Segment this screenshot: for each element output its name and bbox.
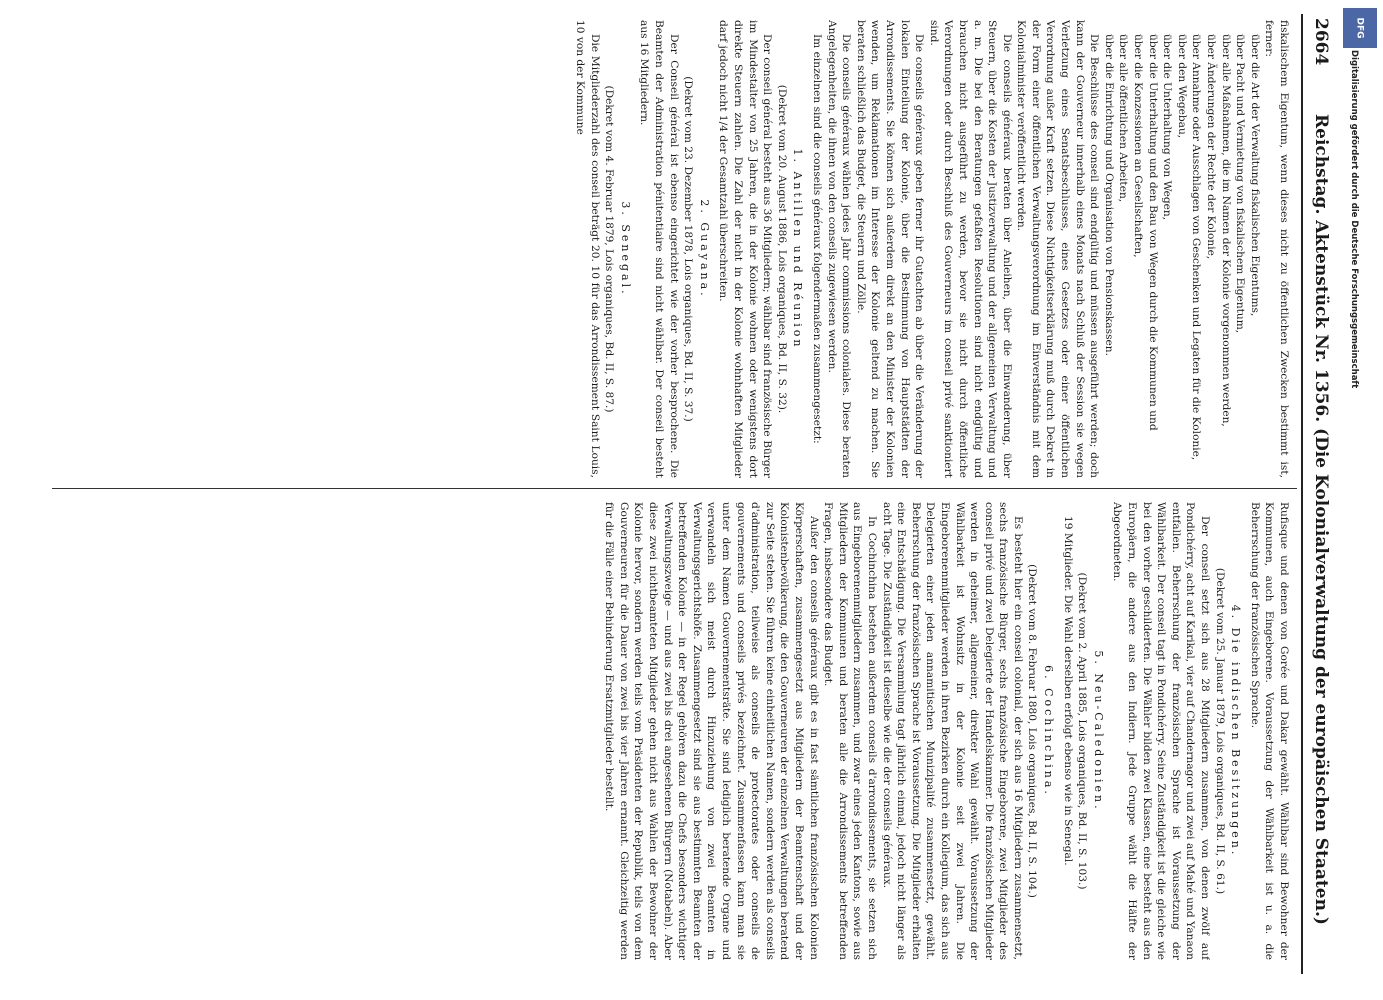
list-item: über Annahme oder Ausschlagen von Geschenken und Legaten für die Kolonie,: [1190, 34, 1203, 461]
column-divider: [52, 488, 1297, 489]
page-number: 2664: [1311, 18, 1331, 66]
list-item: über alle Maßnahmen, die im Namen der Kolonie vorgenommen werden,: [1219, 34, 1232, 427]
list-item: über Pacht und Vermietung von fiskalischem Eigentum,: [1234, 34, 1247, 334]
list-item: über den Wegebau,: [1175, 34, 1188, 139]
paragraph: fiskalischem Eigentum, wenn dieses nicht zu öffentlichen Zwecken bestimmt ist, ferner:: [1263, 20, 1290, 478]
list-item: über Änderungen der Rechte der Kolonie,: [1205, 34, 1218, 260]
decree-reference: (Dekret vom 23. Dezember 1878, Lois organiques, Bd. II, S. 37.): [682, 76, 695, 422]
paragraph: Der Conseil général ist ebenso eingerichtet wie der vorher besprochene. Die Beamten der Administration pénitentiaire sind nicht wählbar. Der conseil besteht aus 16 Mitgliedern.: [638, 20, 680, 478]
page-header: [1301, 14, 1337, 974]
paragraph: Die conseils généraux wählen jedes Jahr commissions coloniales. Diese beraten Angelegenheiten, die ihnen von den conseils zugewiesen werden.: [825, 20, 853, 478]
list-item: über die Unterhaltung und den Bau von Wegen durch die Kommunen und: [1146, 34, 1159, 431]
digitization-credit: Digitalisierung gefördert durch die Deutsche Forschungsgemeinschaft: [1349, 50, 1359, 389]
paragraph: In Cochinchina bestehen außerdem conseils d'arrondissements, sie setzen sich aus Eingeborenenmitgliedern zusammen, und zwar eines jeden Kantons, sowie aus Mitgliedern der Kommunen und beraten alle die Arrondissements betreffenden Fragen, insbesondere das Budget.: [822, 502, 878, 960]
paragraph: Die conseils généraux geben ferner ihr Gutachten ab über die Veränderung der lokalen Einteilung der Kolonie, über die Bestimmung von Hauptstädten der Arrondissements. Sie können sich außerdem direkt an den Minister der Kolonien wenden, um Reklamationen im Interesse der Kolonie geltend zu machen. Sie beraten schließlich das Budget, die Steuern und Zölle.: [854, 20, 926, 478]
paragraph: Im einzelnen sind die conseils généraux folgendermaßen zusammengesetzt:: [811, 34, 823, 444]
paragraph: Der conseil général besteht aus 36 Mitgliedern; wählbar sind französische Bürger im Mindestalter von 25 Jahren, die in der Kolonie wohnen oder wenigstens dort direkte Steuern zahlen. Die Zahl der nicht in der Kolonie wohnhaften Mitglieder darf jedoch nicht 1/4 der Gesamtzahl überschreiten.: [717, 20, 774, 478]
paragraph: Die conseils généraux beraten über Anleihen, über die Einwanderung, über Steuern, über die Kosten der Justizverwaltung und der allgemeinen Verwaltung und a. m. Die bei den Beratungen gefaßten Resolutionen sind nicht endgültig und brauchen nicht ausgeführt zu werden, bevor sie nicht durch öffentliche Verordnungen oder durch Beschluß des Gouverneurs im conseil privé sanktioniert sind.: [927, 20, 1013, 478]
paragraph: 19 Mitglieder. Die Wahl derselben erfolgt ebenso wie in Senegal.: [1061, 516, 1074, 866]
decree-reference: (Dekret vom 8. Februar 1880, Lois organiques, Bd. II, S. 104.): [1026, 564, 1039, 898]
decree-reference: (Dekret vom 25. Januar 1879, Lois organiques, Bd. II, S. 61.): [1213, 567, 1226, 895]
paragraph: Der conseil setzt sich aus 28 Mitgliedern zusammen, von denen zwölf auf Pondichérry, acht auf Karikal, vier auf Chandernagor und zwei auf Mahé und Yanaon entfallen. Beherrschung der französischen Sprache ist Voraussetzung der Wählbarkeit. Der conseil tagt in Pondichérry. Seine Zuständigkeit ist die gleiche wie bei den vorher geschilderten. Die Wähler bilden zwei Klassen, eine besteht aus den Europäern, die andere aus den Indiern. Jede Gruppe wählt die Hälfte der Abgeordneten.: [1111, 502, 1212, 960]
list-item: über die Konzessionen an Gesellschaften,: [1132, 34, 1145, 258]
paragraph: Außer den conseils généraux gibt es in fast sämtlichen französischen Kolonien Körperschaften, zusammengesetzt aus Mitgliedern der Beamtenschaft und der Kolonistenbevölkerung, die den Gouverneuren der einzelnen Verwaltungen beratend zur Seite stehen. Sie führen keine einheitlichen Namen, sondern werden als conseils d'administration, teilweise als conseils de protectorates oder conseils de gouvernements und conseils privés bezeichnet. Zusammenfassen kann man sie unter dem Namen Gouvernementsräte. Sie sind lediglich beratende Organe und verwandeln sich meist durch Hinzuziehung von zwei Beamten in Verwaltungsgerichtshöfe. Zusammengesetzt sind sie aus bestimmten Beamten der betreffenden Kolonie — in der Regel gehören dazu die Chefs besonders wichtiger Verwaltungszweige — und aus zwei bis drei angesehenen Bürgern (Notabeln). Aber diese zwei nichtbeamteten Mitglieder gehen nicht aus Wahlen der Bewohner der Kolonie hervor, sondern werden teils vom Präsidenten der Republik, teils von dem Gouverneuren für die Dauer von zwei bis vier Jahren ernannt. Gleichzeitig werden für die Fälle einer Behinderung Ersatzmitglieder bestellt.: [603, 502, 820, 960]
section-heading: 3. Senegal.: [618, 201, 632, 297]
paragraph: Die Beschlüsse des conseil sind endgültig und müssen ausgeführt werden; doch kann der Gouverneur innerhalb eines Monats nach Schluß der Session sie wegen Verletzung eines Senatsbeschlusses, eines Gesetzes oder einer öffentlichen Verordnung außer Kraft setzen. Diese Nichtigkeitserklärung muß durch Dekret in der Form einer öffentlichen Verwaltungsverordnung im Einverständnis mit dem Kolonialminister veröffentlicht werden.: [1015, 20, 1101, 478]
rotated-page: [47, 14, 1337, 974]
list-item: über alle öffentlichen Arbeiten,: [1117, 34, 1130, 203]
section-heading: 2. Guayana.: [697, 199, 711, 299]
paragraph: Es besteht hier ein conseil colonial, der sich aus 16 Mitgliedern zusammensetzt, sechs französische Bürger, sechs französische Eingeborene, zwei Mitglieder des conseil privé und zwei Delegierte der Handelskammer. Die französischen Mitglieder werden in geheimer, allgemeiner, direkter Wahl gewählt. Voraussetzung der Wählbarkeit ist Wohnsitz in der Kolonie seit zwei Jahren. Die Eingeborenenmitglieder werden in ihren Bezirken durch ein Kollegium, das sich aus Delegierten einer jeden annamitischen Munizipalité zusammensetzt, gewählt. Beherrschung der französischen Sprache ist Voraussetzung. Die Mitglieder erhalten eine Entschädigung. Die Versammlung tagt jährlich einmal, jedoch nicht länger als acht Tage. Die Zuständigkeit ist dieselbe wie die der conseils généraux.: [880, 502, 1024, 960]
section-heading: 4. Die indischen Besitzungen.: [1229, 604, 1243, 858]
page-title: Reichstag. Aktenstück Nr. 1356. (Die Kolonialverwaltung der europäischen Staaten.): [1311, 114, 1331, 925]
right-column: [53, 502, 1291, 960]
list-item: über die Art der Verwaltung fiskalischen Eigentums,: [1248, 34, 1261, 317]
section-heading: 1. Antillen und Réunion: [791, 148, 805, 350]
decree-reference: (Dekret vom 4. Februar 1879, Lois organiques, Bd. II, S. 87.): [603, 85, 616, 413]
list-item: über die Unterhaltung von Wegen,: [1161, 34, 1174, 221]
paragraph: Rufisque und denen von Gorée und Dakar gewählt. Wählbar sind Bewohner der Kommunen, auch Eingeborene. Voraussetzung der Wählbarkeit ist u. a. die Beherrschung der französischen Sprache.: [1248, 502, 1290, 960]
paragraph: Die Mitgliederzahl des conseil beträgt 20. 10 für das Arrondissement Saint Louis, 10 von der Kommune: [574, 20, 601, 478]
dfg-logo: DFG: [1343, 8, 1377, 48]
decree-reference: (Dekret vom 2. April 1885, Lois organiques, Bd. II, S. 103.): [1076, 572, 1089, 890]
list-item: über die Einrichtung und Organisation von Pensionskassen.: [1102, 34, 1115, 356]
section-heading: 5. Neu-Caledonien.: [1091, 650, 1105, 812]
section-heading: 6. Cochinchina.: [1042, 665, 1056, 797]
left-column: [53, 20, 1291, 478]
decree-reference: (Dekret vom 20. August 1886, Lois organiques, Bd. II, S. 32).: [775, 84, 788, 414]
